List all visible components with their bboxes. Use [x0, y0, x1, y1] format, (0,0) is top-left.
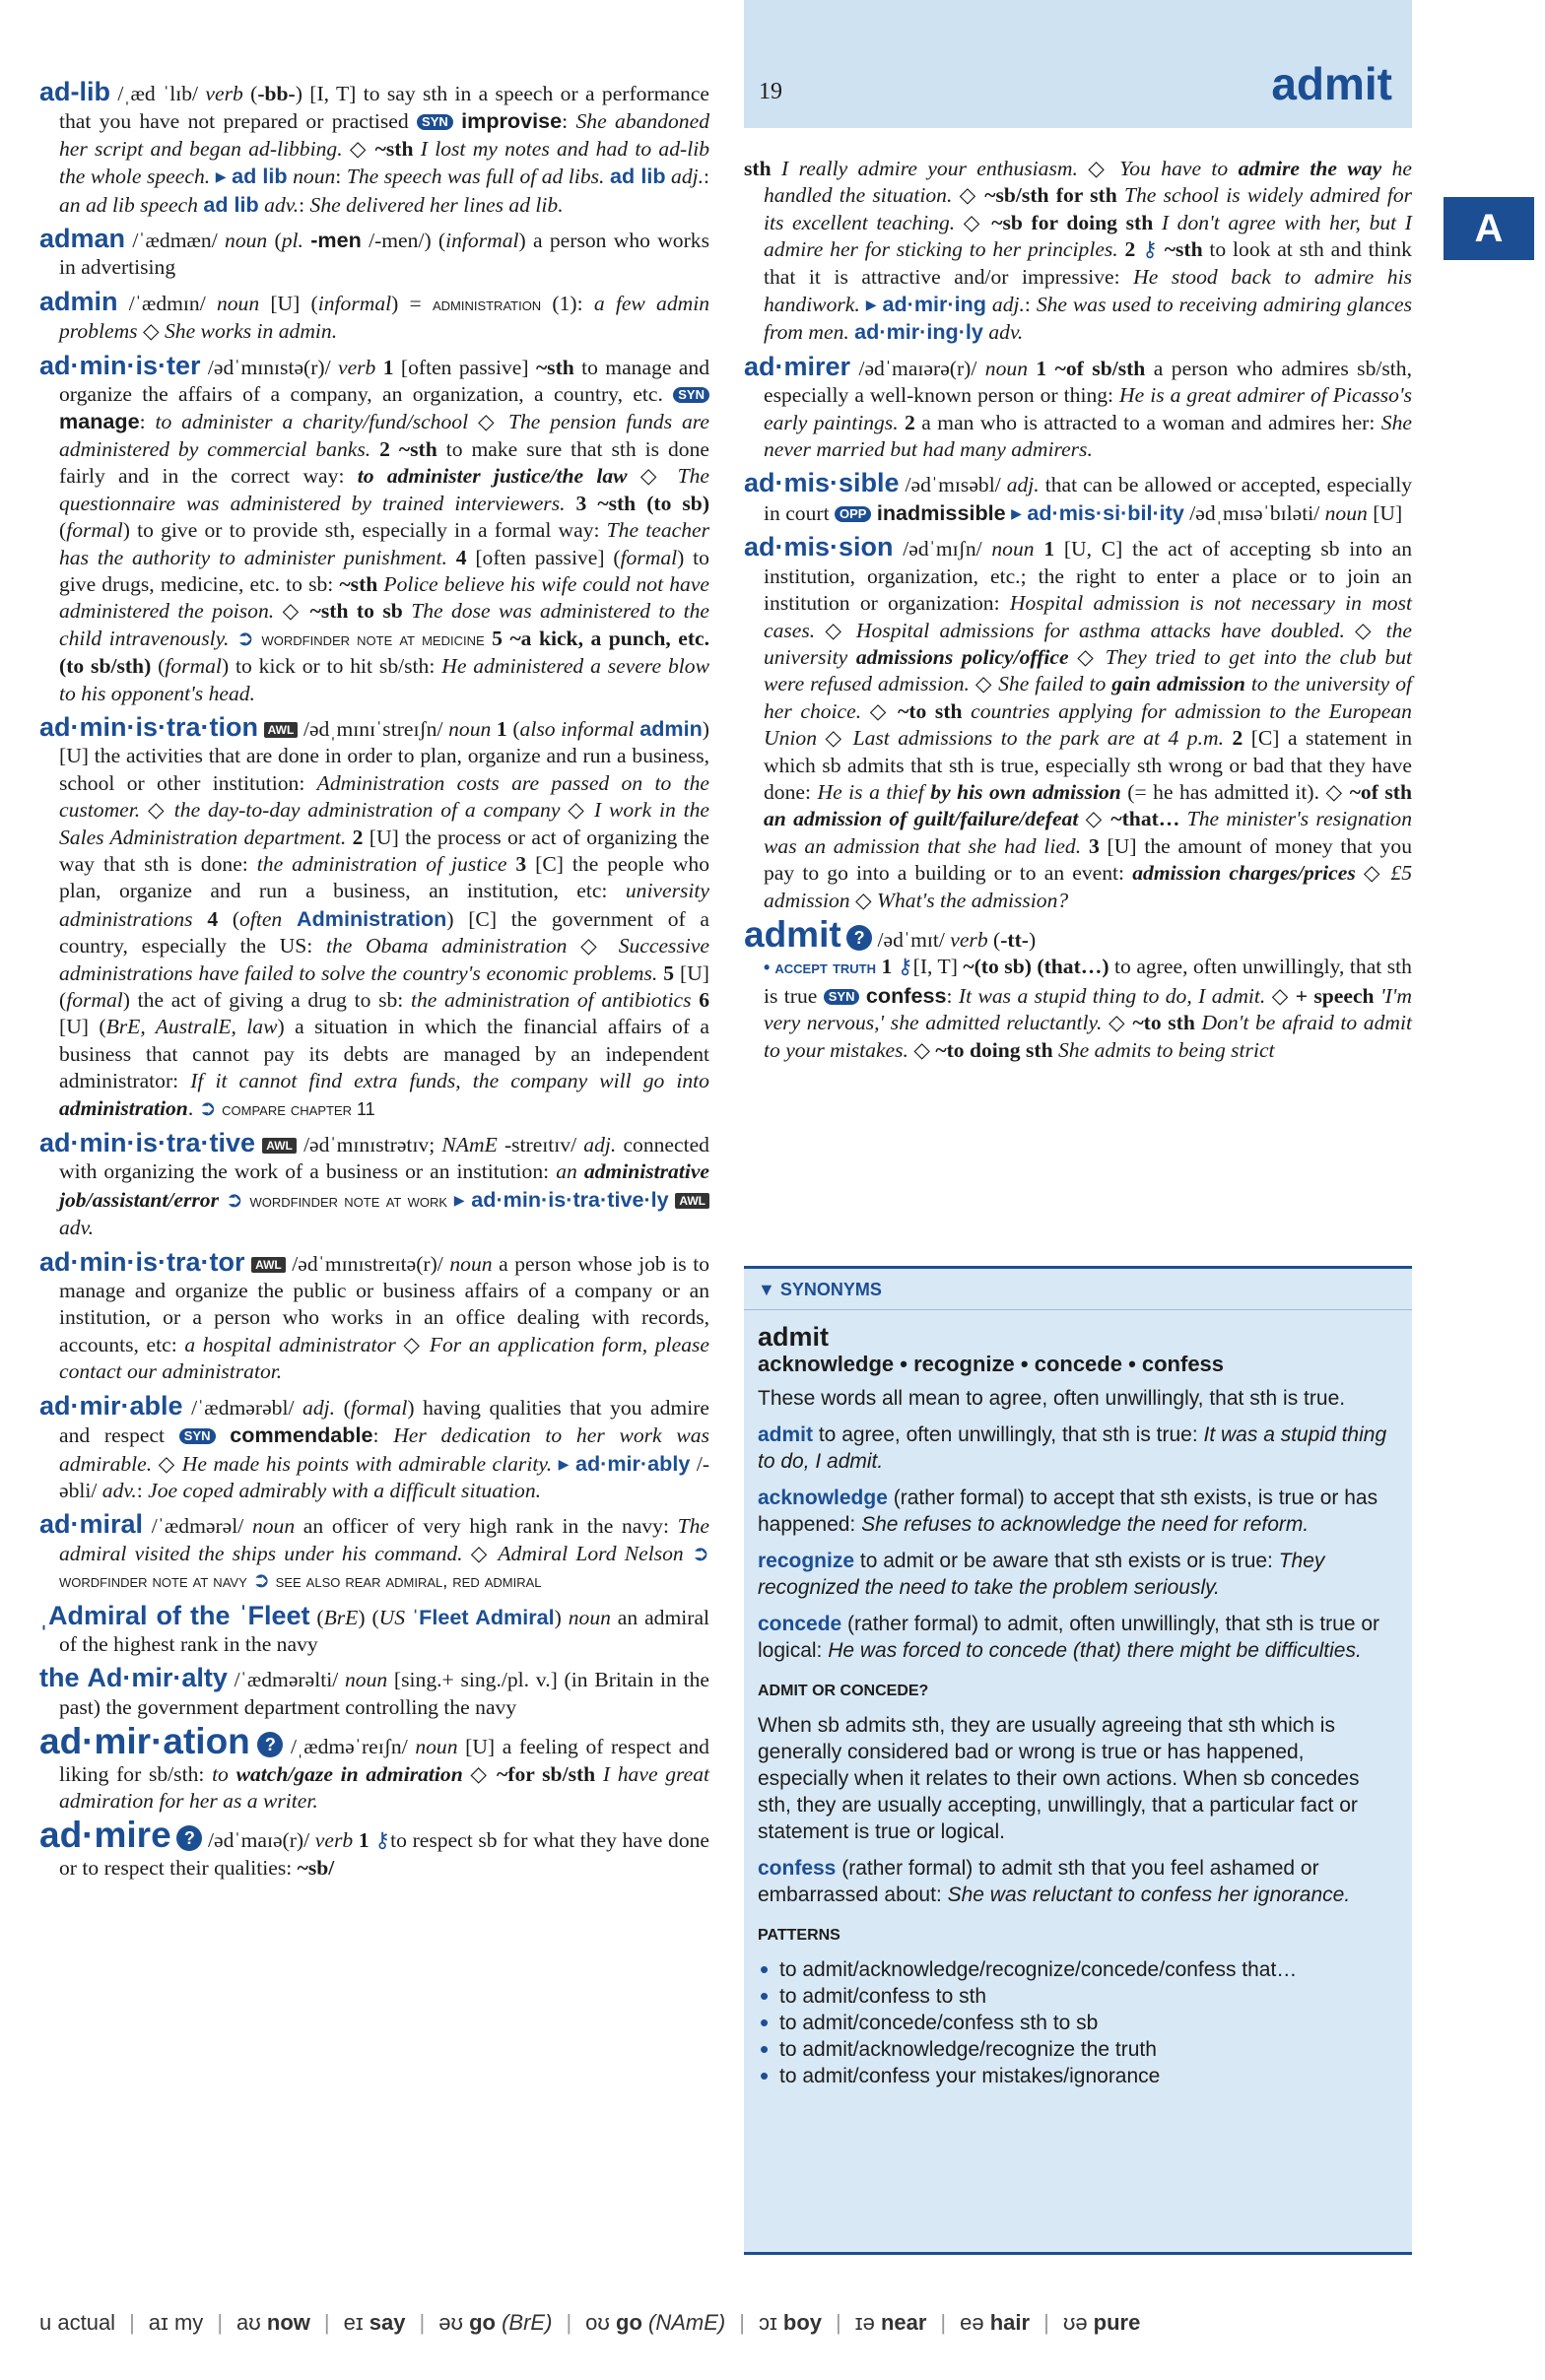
synonyms-word-list: acknowledge • recognize • concede • confess — [758, 1352, 1225, 1376]
headword[interactable]: ad·min·is·tra·tor — [39, 1246, 245, 1277]
entry-ad-lib: ad-lib /ˌæd ˈlɪb/ verb (-bb-) [I, T] to say sth in a speech or a performance that you have not prepared or practised SYN improvise: She abandoned her script and began ad-libbing. ◇ ~sth I lost my notes and had to ad-lib the whole speech. ▸ ad lib noun: The speech was full of ad libs. ad lib adj.: an ad lib speech ad lib adv.: She delivered her lines ad lib. — [39, 77, 710, 217]
headword[interactable]: ad·min·is·tra·tion — [39, 711, 258, 742]
synonym-def-concede — [758, 1611, 1398, 1664]
admit-or-concede-text: When sb admits sth, they are usually agreeing that sth which is generally considered bad or wrong is true or has happened, especially when it relates to their own actions. When sb concedes sth, they are usually accepting, unwillingly, that a particular fact or statement is true or logical. — [758, 1714, 1360, 1843]
headword[interactable]: ad·mir·ably — [574, 1450, 691, 1476]
label-badge: OPP — [835, 506, 871, 522]
headword[interactable]: the Ad·mir·alty — [39, 1663, 228, 1693]
headword[interactable]: ad·miral — [39, 1509, 144, 1540]
pattern-item: • to admit/acknowledge/recognize the truth — [779, 2036, 1398, 2063]
label-badge: SYN — [417, 114, 453, 130]
headword[interactable]: ad·mis·sible — [744, 468, 900, 498]
separator: | — [419, 2310, 426, 2335]
synonym-def-admit — [758, 1421, 1398, 1475]
label-badge: SYN — [673, 387, 709, 403]
synonyms-intro: These words all mean to agree, often unwillingly, that sth is true. — [758, 1387, 1346, 1410]
pronunciation-key-item: oʊ go (NAmE) — [585, 2310, 726, 2335]
pronunciation-key-item: ɪə near — [854, 2310, 927, 2335]
headword[interactable]: ad·mir·ing·ly — [854, 319, 983, 345]
synonym-def-text: to agree, often unwillingly, that sth is true: — [813, 1423, 1204, 1446]
label-badge: AWL — [264, 722, 299, 738]
entry-the-admiralty: the Ad·mir·alty /ˈædmərəlti/ noun [sing.+ sing./pl. v.] (in Britain in the past) the government department controlling the navy — [39, 1663, 710, 1719]
synonym-def-recognize — [758, 1548, 1398, 1601]
headword[interactable]: ad lib — [610, 164, 666, 189]
pronunciation-key-item: aɪ my — [148, 2310, 204, 2335]
entry-adman: adman /ˈædmæn/ noun (pl. -men /-men/) (informal) a person who works in advertising — [39, 224, 709, 280]
pronunciation-key-item: ʊə pure — [1062, 2310, 1141, 2335]
page-header — [744, 0, 1412, 128]
headword[interactable]: ˌAdmiral of the ˈFleet — [39, 1600, 310, 1630]
synonyms-headword: admit — [758, 1322, 830, 1352]
entry-administrator: ad·min·is·tra·tor AWL /ədˈmɪnɪstreɪtə(r)/ noun a person whose job is to manage and organize the public or business affairs of a company or an institution, or a person who works in an office dealing with records, accounts, etc: a hospital administrator ◇ For an application form, please contact our administrator. — [39, 1246, 710, 1384]
headword[interactable]: ad lib — [232, 164, 288, 189]
synonyms-box — [744, 1266, 1412, 2255]
pronunciation-key-item: eɪ say — [343, 2310, 406, 2335]
synonym-example: They recognized the need to take the problem seriously. — [758, 1550, 1325, 1599]
headword[interactable]: admin — [639, 715, 703, 741]
headword[interactable]: ad·mir·ation — [39, 1721, 250, 1762]
synonym-def-acknowledge — [758, 1485, 1398, 1538]
pattern-item: • to admit/confess your mistakes/ignorance — [779, 2063, 1398, 2089]
entry-admire-cont: sth I really admire your enthusiasm. ◇ You have to admire the way he handled the situation. ◇ ~sb/sth for sth The school is widely admired for its excellent teaching. ◇ ~sb for doing sth I don't agree with her, but I admire her for sticking to her principles. 2 ⚷ ~sth to look at sth and think that it is attractive and/or impressive: He stood back to admire his handiwork. ▸ ad·mir·ing adj.: She was used to receiving admiring glances from men. ad·mir·ing·ly adv. — [744, 157, 1413, 345]
pronunciation-key-item: u actual — [39, 2310, 116, 2335]
headword[interactable]: ad·min·is·ter — [39, 350, 201, 380]
right-column — [744, 156, 1412, 1071]
left-column — [39, 79, 709, 1888]
synonym-example: She refuses to acknowledge the need for reform. — [861, 1513, 1310, 1536]
entry-admission: ad·mis·sion /ədˈmɪʃn/ noun 1 [U, C] the act of accepting sb into an institution, organization, etc.; the right to enter a place or to join an institution or organization: Hospital admission is not necessary in most cases. ◇ Hospital admissions for asthma attacks have doubled. ◇ the university admissions policy/office ◇ They tried to get into the club but were refused admission. ◇ She failed to gain admission to the university of her choice. ◇ ~to sth countries applying for admission to the European Union ◇ Last admissions to the park are at 4 p.m. 2 [C] a statement in which sb admits that sth is true, especially sth wrong or bad that they have done: He is a thief by his own admission (= he has admitted it). ◇ ~of sth an admission of guilt/failure/defeat ◇ ~that… The minister's resignation was an admission that she had lied. 3 [U] the amount of money that you pay to go into a building or to an event: admission charges/prices ◇ £5 admission ◇ What's the admission? — [744, 532, 1413, 912]
entry-administrative: ad·min·is·tra·tive AWL /ədˈmɪnɪstrətɪv; NAmE -streɪtɪv/ adj. connected with organizing the work of a business or an institution: an administrative job/assistant/error ➲ wordfinder note at work ▸ ad·min·is·tra·tive·ly AWL adv. — [39, 1128, 709, 1240]
synonym-def-text: (rather formal) to accept that sth exists, is true or has happened: — [758, 1487, 1378, 1536]
synonym-term[interactable]: recognize — [758, 1550, 855, 1572]
separator: | — [217, 2310, 224, 2335]
pronunciation-key-item: əʊ go (BrE) — [438, 2310, 553, 2335]
pronunciation-key-item: eə hair — [960, 2310, 1031, 2335]
oxford-3000-icon: ? — [846, 925, 872, 951]
oxford-3000-icon: ? — [257, 1732, 283, 1757]
entry-admiral-of-the-fleet: ˌAdmiral of the ˈFleet (BrE) (US ˈFleet Admiral) noun an admiral of the highest rank in the navy — [39, 1600, 710, 1656]
headword[interactable]: ad·mir·ing — [882, 292, 987, 317]
entry-admissible: ad·mis·sible /ədˈmɪsəbl/ adj. that can be allowed or accepted, especially in court OPP inadmissible ▸ ad·mis·si·bil·ity /ədˌmɪsəˈbɪləti/ noun [U] — [744, 468, 1413, 525]
pattern-item: • to admit/confess to sth — [779, 1983, 1398, 2010]
patterns-list — [758, 1956, 1398, 2089]
headword[interactable]: ad·min·is·tra·tive·ly — [471, 1186, 669, 1212]
headword[interactable]: admit — [744, 913, 841, 955]
patterns-label: PATTERNS — [758, 1927, 840, 1944]
synonym-term[interactable]: confess — [758, 1857, 837, 1880]
pattern-item: • to admit/concede/confess sth to sb — [779, 2010, 1398, 2036]
label-badge: SYN — [824, 989, 860, 1005]
pronunciation-key-item: aʊ now — [236, 2310, 310, 2335]
separator: | — [323, 2310, 330, 2335]
entry-admit: admit ? /ədˈmɪt/ verb (-tt-) • accept truth 1 ⚷[I, T] ~(to sb) (that…) to agree, often unwillingly, that sth is true SYN confess: It was a stupid thing to do, I admit. ◇ + speech 'I'm very nervous,' she admitted reluctantly. ◇ ~to sth Don't be afraid to admit to your mistakes. ◇ ~to doing sth She admits to being strict — [744, 913, 1412, 1062]
entry-admirer: ad·mirer /ədˈmaɪərə(r)/ noun 1 ~of sb/sth a person who admires sb/sth, especially a well-known person or thing: He is a great admirer of Picasso's early paintings. 2 a man who is attracted to a woman and admires her: She never married but had many admirers. — [744, 351, 1412, 462]
separator: | — [129, 2310, 135, 2335]
entry-administer: ad·min·is·ter /ədˈmɪnɪstə(r)/ verb 1 [often passive] ~sth to manage and organize the affairs of a company, an organization, a country, etc. SYN manage: to administer a charity/fund/school ◇ The pension funds are administered by commercial banks. 2 ~sth to make sure that sth is done fairly and in the correct way: to administer justice/the law ◇ The questionnaire was administered by trained interviewers. 3 ~sth (to sb) (formal) to give or to provide sth, especially in a formal way: The teacher has the authority to administer punishment. 4 [often passive] (formal) to give drugs, medicine, etc. to sb: ~sth Police believe his wife could not have administered the poison. ◇ ~sth to sb The dose was administered to the child intravenously. ➲ wordfinder note at medicine 5 ~a kick, a punch, etc. (to sb/sth) (formal) to kick or to hit sb/sth: He administered a severe blow to his opponent's head. — [39, 350, 710, 705]
synonym-def-confess — [758, 1855, 1398, 1908]
label-badge: AWL — [675, 1193, 709, 1209]
headword[interactable]: admin — [39, 286, 118, 316]
label-badge: AWL — [262, 1138, 297, 1154]
headword[interactable]: ad·mire — [39, 1815, 171, 1856]
thumb-index-tab[interactable]: A — [1444, 197, 1534, 260]
entry-admirable: ad·mir·able /ˈædmərəbl/ adj. (formal) having qualities that you admire and respect SYN commendable: Her dedication to her work was admirable. ◇ He made his points with admirable clarity. ▸ ad·mir·ably /-əbli/ adv.: Joe coped admirably with a difficult situation. — [39, 1390, 710, 1502]
entry-admiral: ad·miral /ˈædmərəl/ noun an officer of very high rank in the navy: The admiral visited the ships under his command. ◇ Admiral Lord Nelson ➲ wordfinder note at navy ➲ see also rear admiral, red admiral — [39, 1509, 710, 1593]
headword[interactable]: Administration — [296, 905, 447, 931]
synonym-def-text: (rather formal) to admit, often unwillingly, that sth is true or logical: — [758, 1613, 1380, 1662]
separator: | — [836, 2310, 841, 2335]
pronunciation-key-item: ɔɪ boy — [758, 2310, 823, 2335]
separator: | — [940, 2310, 947, 2335]
guide-word: admit — [1271, 58, 1392, 109]
synonym-term[interactable]: admit — [758, 1423, 814, 1446]
pronunciation-key-footer — [39, 2310, 1419, 2336]
headword[interactable]: adman — [39, 224, 126, 254]
admit-or-concede-label: ADMIT OR CONCEDE? — [758, 1683, 929, 1699]
separator: | — [566, 2310, 572, 2335]
label-badge: AWL — [251, 1257, 286, 1273]
headword[interactable]: ˈFleet Admiral — [411, 1604, 555, 1629]
synonym-def-text: to admit or be aware that sth exists or is true: — [854, 1550, 1279, 1572]
pattern-item: • to admit/acknowledge/recognize/concede/confess that… — [779, 1956, 1398, 1983]
headword[interactable]: ad·mis·si·bil·ity — [1027, 499, 1184, 525]
entry-admiration: ad·mir·ation ? /ˌædməˈreɪʃn/ noun [U] a feeling of respect and liking for sb/sth: to watch/gaze in admiration ◇ ~for sb/sth I have great admiration for her as a writer. — [39, 1721, 710, 1813]
headword[interactable]: ad·mir·able — [39, 1390, 183, 1421]
synonyms-box-title: ▼ SYNONYMS — [744, 1269, 1412, 1310]
synonyms-definitions — [758, 1421, 1398, 1664]
entry-admire: ad·mire ? /ədˈmaɪə(r)/ verb 1 ⚷to respect sb for what they have done or to respect their qualities: ~sb/ — [39, 1815, 710, 1880]
headword[interactable]: ad·min·is·tra·tive — [39, 1128, 256, 1158]
entry-admin: admin /ˈædmɪn/ noun [U] (informal) = administration (1): a few admin problems ◇ She works in admin. — [39, 286, 710, 344]
synonym-def-text: (rather formal) to admit sth that you feel ashamed or embarrassed about: — [758, 1857, 1319, 1906]
oxford-3000-icon: ? — [176, 1825, 202, 1851]
headword[interactable]: ad-lib — [39, 77, 110, 106]
headword[interactable]: ad lib — [203, 191, 259, 217]
headword[interactable]: ad·mis·sion — [744, 532, 894, 562]
synonym-term[interactable]: acknowledge — [758, 1487, 888, 1509]
entry-administration: ad·min·is·tra·tion AWL /ədˌmɪnɪˈstreɪʃn/ noun 1 (also informal admin) [U] the activities that are done in order to plan, organize and run a business, school or other institution: Administration costs are passed on to the customer. ◇ the day-to-day administration of a company ◇ I work in the Sales Administration department. 2 [U] the process or act of organizing the way that sth is done: the administration of justice 3 [C] the people who plan, organize and run a business, an institution, etc: university administrations 4 (often Administration) [C] the government of a country, especially the US: the Obama administration ◇ Successive administrations have failed to solve the country's economic problems. 5 [U] (formal) the act of giving a drug to sb: the administration of antibiotics 6 [U] (BrE, AustralE, law) a situation in which the financial affairs of a business that cannot pay its debts are managed by an independent administrator: If it cannot find extra funds, the company will go into administration. ➲ compare chapter 11 — [39, 711, 710, 1120]
separator: | — [1043, 2310, 1049, 2335]
synonym-term[interactable]: concede — [758, 1613, 842, 1635]
label-badge: SYN — [179, 1428, 216, 1444]
headword[interactable]: ad·mirer — [744, 351, 851, 381]
synonym-example: It was a stupid thing to do, I admit. — [758, 1423, 1387, 1473]
synonym-example: She was reluctant to confess her ignorance. — [947, 1884, 1351, 1906]
page-number: 19 — [759, 79, 782, 104]
separator: | — [739, 2310, 745, 2335]
synonym-example: He was forced to concede (that) there might be difficulties. — [828, 1639, 1362, 1662]
